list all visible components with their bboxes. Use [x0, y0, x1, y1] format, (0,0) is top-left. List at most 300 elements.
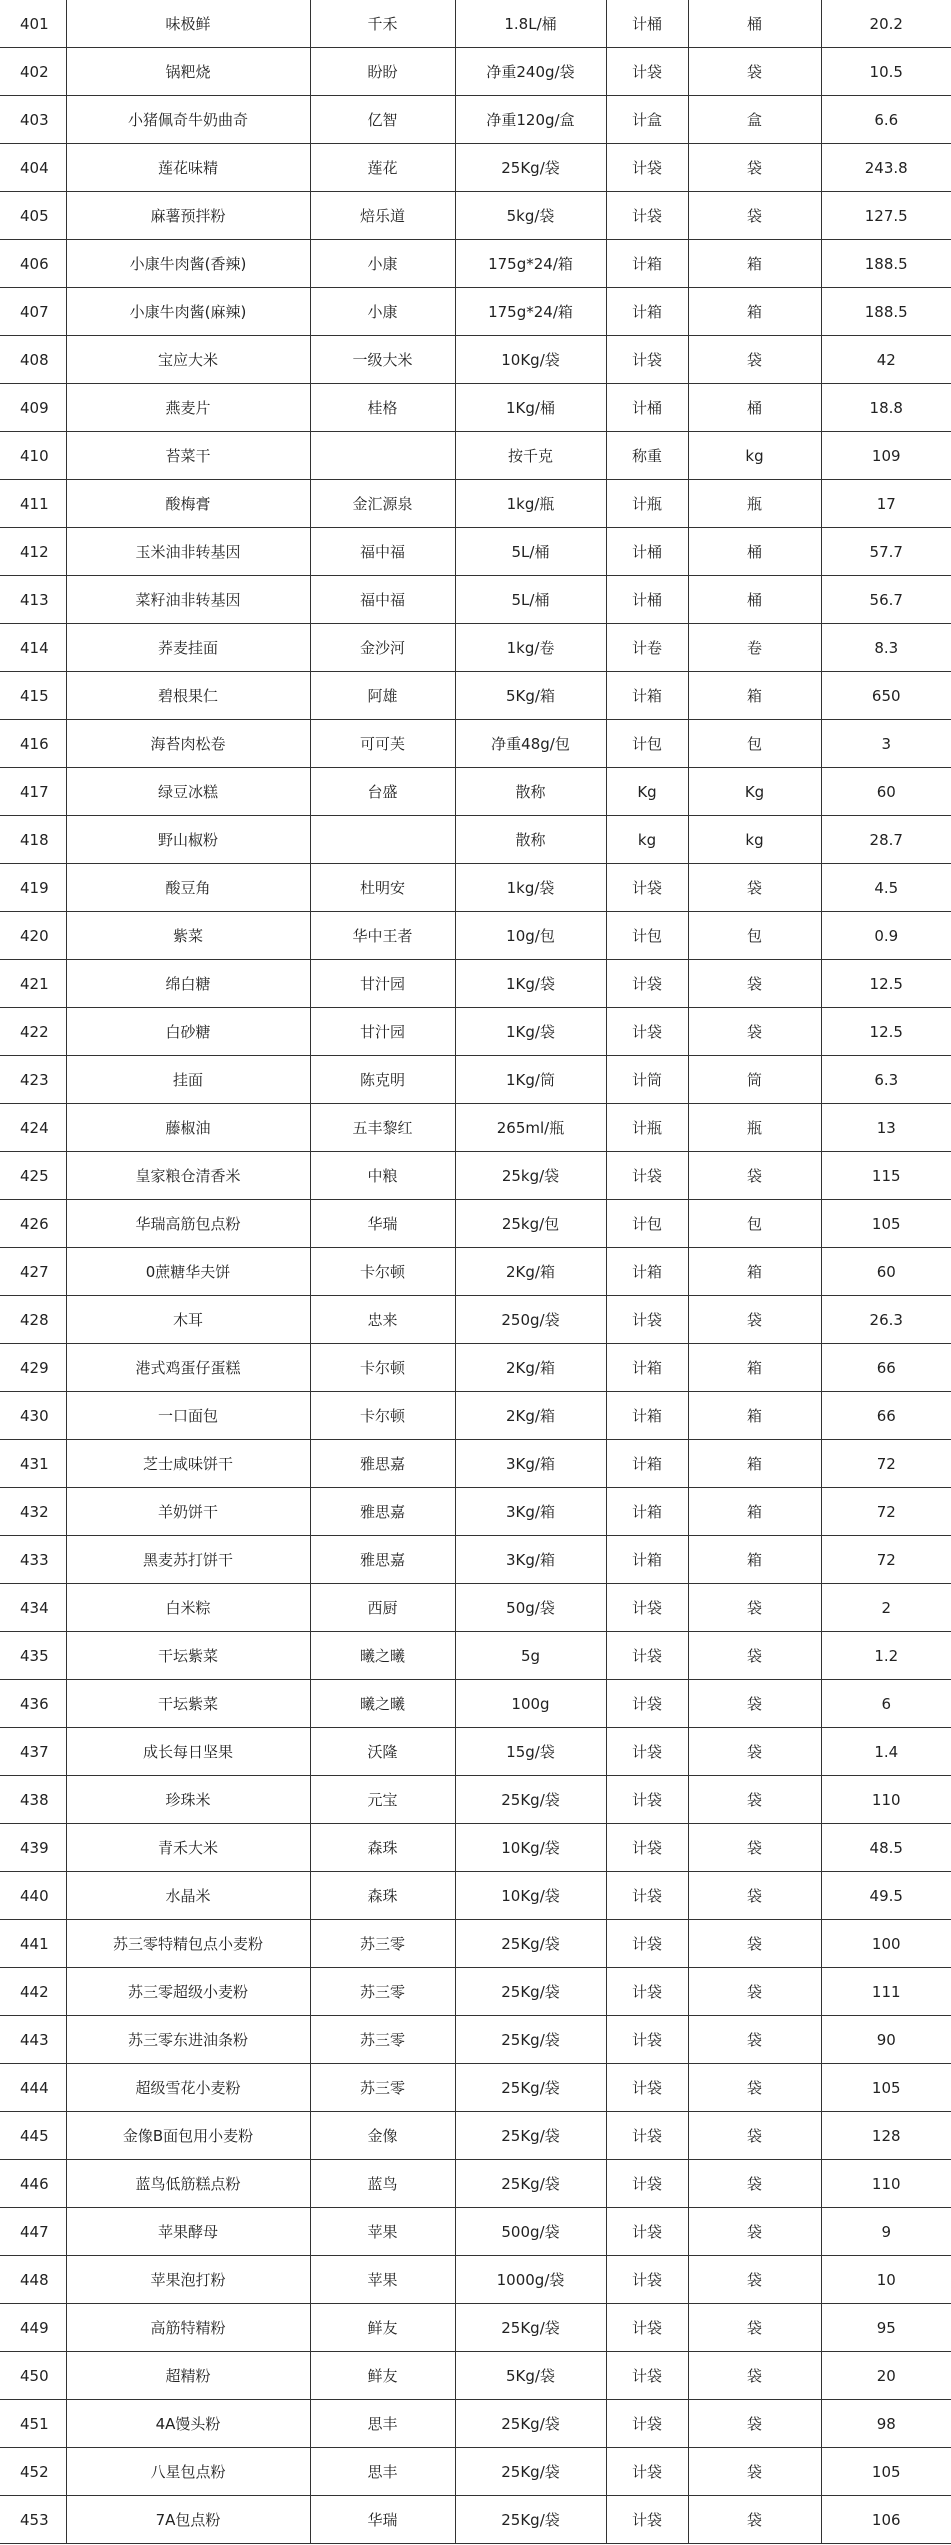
- unit-cell: 箱: [688, 1536, 821, 1584]
- unit-method-cell: 计筒: [606, 1056, 688, 1104]
- table-row: [0, 2304, 951, 2352]
- table-row: [0, 672, 951, 720]
- item-number-cell: 442: [0, 1968, 66, 2016]
- product-name-cell: 7A包点粉: [66, 2496, 310, 2544]
- item-number-cell: 405: [0, 192, 66, 240]
- table-row: [0, 1344, 951, 1392]
- unit-method-cell: 计袋: [606, 1824, 688, 1872]
- unit-method-cell: 计包: [606, 720, 688, 768]
- brand-cell: 盼盼: [310, 48, 455, 96]
- brand-cell: 福中福: [310, 576, 455, 624]
- price-cell: 20: [821, 2352, 951, 2400]
- unit-cell: kg: [688, 432, 821, 480]
- table-row: [0, 2400, 951, 2448]
- unit-method-cell: 计瓶: [606, 480, 688, 528]
- table-row: [0, 192, 951, 240]
- spec-cell: 5Kg/箱: [455, 672, 606, 720]
- table-row: [0, 48, 951, 96]
- unit-cell: 袋: [688, 1968, 821, 2016]
- unit-method-cell: 计袋: [606, 2016, 688, 2064]
- price-cell: 6.6: [821, 96, 951, 144]
- item-number-cell: 437: [0, 1728, 66, 1776]
- spec-cell: 25Kg/袋: [455, 2016, 606, 2064]
- table-row: [0, 2112, 951, 2160]
- item-number-cell: 423: [0, 1056, 66, 1104]
- brand-cell: 金汇源泉: [310, 480, 455, 528]
- item-number-cell: 421: [0, 960, 66, 1008]
- unit-method-cell: 计袋: [606, 48, 688, 96]
- unit-method-cell: 计箱: [606, 1536, 688, 1584]
- spec-cell: 1.8L/桶: [455, 0, 606, 48]
- price-cell: 72: [821, 1488, 951, 1536]
- table-row: [0, 96, 951, 144]
- price-cell: 20.2: [821, 0, 951, 48]
- price-cell: 243.8: [821, 144, 951, 192]
- unit-cell: 桶: [688, 384, 821, 432]
- unit-cell: Kg: [688, 768, 821, 816]
- unit-cell: 瓶: [688, 1104, 821, 1152]
- unit-method-cell: 计袋: [606, 192, 688, 240]
- item-number-cell: 438: [0, 1776, 66, 1824]
- item-number-cell: 408: [0, 336, 66, 384]
- product-name-cell: 芝士咸味饼干: [66, 1440, 310, 1488]
- price-cell: 111: [821, 1968, 951, 2016]
- table-row: [0, 2160, 951, 2208]
- item-number-cell: 432: [0, 1488, 66, 1536]
- unit-method-cell: 计袋: [606, 1152, 688, 1200]
- product-name-cell: 苹果泡打粉: [66, 2256, 310, 2304]
- table-row: [0, 144, 951, 192]
- unit-cell: 盒: [688, 96, 821, 144]
- brand-cell: 苏三零: [310, 1920, 455, 1968]
- unit-method-cell: 计袋: [606, 144, 688, 192]
- unit-method-cell: 计袋: [606, 1632, 688, 1680]
- unit-cell: 箱: [688, 1488, 821, 1536]
- unit-method-cell: 计箱: [606, 1392, 688, 1440]
- product-name-cell: 菜籽油非转基因: [66, 576, 310, 624]
- brand-cell: 雅思嘉: [310, 1488, 455, 1536]
- price-cell: 98: [821, 2400, 951, 2448]
- brand-cell: 雅思嘉: [310, 1536, 455, 1584]
- unit-method-cell: 计瓶: [606, 1104, 688, 1152]
- unit-method-cell: Kg: [606, 768, 688, 816]
- product-name-cell: 4A馒头粉: [66, 2400, 310, 2448]
- table-row: [0, 1104, 951, 1152]
- item-number-cell: 424: [0, 1104, 66, 1152]
- table-row: [0, 240, 951, 288]
- item-number-cell: 411: [0, 480, 66, 528]
- item-number-cell: 402: [0, 48, 66, 96]
- item-number-cell: 426: [0, 1200, 66, 1248]
- product-name-cell: 苏三零超级小麦粉: [66, 1968, 310, 2016]
- table-row: [0, 1200, 951, 1248]
- spec-cell: 按千克: [455, 432, 606, 480]
- product-name-cell: 蓝鸟低筋糕点粉: [66, 2160, 310, 2208]
- table-row: [0, 864, 951, 912]
- unit-cell: 箱: [688, 240, 821, 288]
- spec-cell: 5Kg/袋: [455, 2352, 606, 2400]
- spec-cell: 2Kg/箱: [455, 1392, 606, 1440]
- unit-cell: 箱: [688, 672, 821, 720]
- product-name-cell: 酸豆角: [66, 864, 310, 912]
- brand-cell: 桂格: [310, 384, 455, 432]
- price-cell: 13: [821, 1104, 951, 1152]
- table-row: [0, 336, 951, 384]
- item-number-cell: 451: [0, 2400, 66, 2448]
- spec-cell: 1Kg/桶: [455, 384, 606, 432]
- price-cell: 66: [821, 1392, 951, 1440]
- brand-cell: 雅思嘉: [310, 1440, 455, 1488]
- product-name-cell: 羊奶饼干: [66, 1488, 310, 1536]
- unit-method-cell: 计包: [606, 912, 688, 960]
- table-row: [0, 1968, 951, 2016]
- spec-cell: 25kg/包: [455, 1200, 606, 1248]
- product-name-cell: 苹果酵母: [66, 2208, 310, 2256]
- unit-cell: 箱: [688, 1344, 821, 1392]
- brand-cell: 小康: [310, 288, 455, 336]
- unit-method-cell: 计袋: [606, 2400, 688, 2448]
- table-row: [0, 0, 951, 48]
- table-row: [0, 576, 951, 624]
- table-row: [0, 720, 951, 768]
- product-name-cell: 藤椒油: [66, 1104, 310, 1152]
- product-name-cell: 黑麦苏打饼干: [66, 1536, 310, 1584]
- brand-cell: 千禾: [310, 0, 455, 48]
- brand-cell: 卡尔顿: [310, 1392, 455, 1440]
- product-name-cell: 玉米油非转基因: [66, 528, 310, 576]
- brand-cell: 福中福: [310, 528, 455, 576]
- price-cell: 105: [821, 2064, 951, 2112]
- spec-cell: 25Kg/袋: [455, 1776, 606, 1824]
- unit-cell: 袋: [688, 1920, 821, 1968]
- unit-cell: 袋: [688, 1824, 821, 1872]
- unit-method-cell: 计箱: [606, 1248, 688, 1296]
- item-number-cell: 404: [0, 144, 66, 192]
- item-number-cell: 422: [0, 1008, 66, 1056]
- table-row: [0, 1056, 951, 1104]
- unit-cell: 袋: [688, 48, 821, 96]
- item-number-cell: 418: [0, 816, 66, 864]
- item-number-cell: 446: [0, 2160, 66, 2208]
- unit-cell: 桶: [688, 576, 821, 624]
- spec-cell: 15g/袋: [455, 1728, 606, 1776]
- item-number-cell: 436: [0, 1680, 66, 1728]
- product-name-cell: 海苔肉松卷: [66, 720, 310, 768]
- price-cell: 10.5: [821, 48, 951, 96]
- unit-cell: 桶: [688, 528, 821, 576]
- brand-cell: 甘汁园: [310, 1008, 455, 1056]
- product-name-cell: 一口面包: [66, 1392, 310, 1440]
- price-cell: 0.9: [821, 912, 951, 960]
- unit-cell: 箱: [688, 1440, 821, 1488]
- price-cell: 95: [821, 2304, 951, 2352]
- price-cell: 28.7: [821, 816, 951, 864]
- unit-cell: 箱: [688, 288, 821, 336]
- item-number-cell: 415: [0, 672, 66, 720]
- spec-cell: 1Kg/袋: [455, 960, 606, 1008]
- price-cell: 18.8: [821, 384, 951, 432]
- price-cell: 110: [821, 2160, 951, 2208]
- brand-cell: 卡尔顿: [310, 1248, 455, 1296]
- unit-method-cell: 计袋: [606, 336, 688, 384]
- item-number-cell: 407: [0, 288, 66, 336]
- unit-cell: 袋: [688, 1584, 821, 1632]
- brand-cell: 金沙河: [310, 624, 455, 672]
- unit-method-cell: 计袋: [606, 960, 688, 1008]
- item-number-cell: 425: [0, 1152, 66, 1200]
- unit-method-cell: 计袋: [606, 2112, 688, 2160]
- unit-method-cell: 计袋: [606, 1584, 688, 1632]
- brand-cell: 卡尔顿: [310, 1344, 455, 1392]
- item-number-cell: 441: [0, 1920, 66, 1968]
- price-cell: 48.5: [821, 1824, 951, 1872]
- price-cell: 12.5: [821, 1008, 951, 1056]
- unit-method-cell: 计袋: [606, 1008, 688, 1056]
- table-row: [0, 288, 951, 336]
- product-name-cell: 港式鸡蛋仔蛋糕: [66, 1344, 310, 1392]
- spec-cell: 1kg/卷: [455, 624, 606, 672]
- spec-cell: 3Kg/箱: [455, 1488, 606, 1536]
- table-row: [0, 384, 951, 432]
- spec-cell: 25Kg/袋: [455, 1920, 606, 1968]
- spec-cell: 25Kg/袋: [455, 2160, 606, 2208]
- table-row: [0, 1008, 951, 1056]
- unit-cell: 袋: [688, 144, 821, 192]
- brand-cell: 台盛: [310, 768, 455, 816]
- price-cell: 17: [821, 480, 951, 528]
- unit-cell: 袋: [688, 1776, 821, 1824]
- unit-method-cell: 计袋: [606, 2496, 688, 2544]
- unit-cell: 袋: [688, 960, 821, 1008]
- item-number-cell: 419: [0, 864, 66, 912]
- product-name-cell: 华瑞高筋包点粉: [66, 1200, 310, 1248]
- table-row: [0, 2448, 951, 2496]
- price-cell: 109: [821, 432, 951, 480]
- price-cell: 57.7: [821, 528, 951, 576]
- product-name-cell: 珍珠米: [66, 1776, 310, 1824]
- item-number-cell: 430: [0, 1392, 66, 1440]
- unit-cell: kg: [688, 816, 821, 864]
- product-name-cell: 燕麦片: [66, 384, 310, 432]
- table-row: [0, 768, 951, 816]
- unit-cell: 袋: [688, 2208, 821, 2256]
- unit-method-cell: 称重: [606, 432, 688, 480]
- product-name-cell: 小康牛肉酱(香辣): [66, 240, 310, 288]
- spec-cell: 25Kg/袋: [455, 1968, 606, 2016]
- price-cell: 90: [821, 2016, 951, 2064]
- product-name-cell: 莲花味精: [66, 144, 310, 192]
- spec-cell: 25Kg/袋: [455, 2064, 606, 2112]
- brand-cell: 思丰: [310, 2448, 455, 2496]
- product-name-cell: 紫菜: [66, 912, 310, 960]
- item-number-cell: 410: [0, 432, 66, 480]
- spec-cell: 25Kg/袋: [455, 2112, 606, 2160]
- product-name-cell: 碧根果仁: [66, 672, 310, 720]
- unit-method-cell: 计袋: [606, 2160, 688, 2208]
- product-name-cell: 水晶米: [66, 1872, 310, 1920]
- item-number-cell: 452: [0, 2448, 66, 2496]
- spec-cell: 3Kg/箱: [455, 1536, 606, 1584]
- unit-method-cell: 计袋: [606, 2448, 688, 2496]
- brand-cell: 曦之曦: [310, 1680, 455, 1728]
- item-number-cell: 439: [0, 1824, 66, 1872]
- unit-method-cell: kg: [606, 816, 688, 864]
- item-number-cell: 431: [0, 1440, 66, 1488]
- unit-method-cell: 计袋: [606, 2208, 688, 2256]
- product-name-cell: 高筋特精粉: [66, 2304, 310, 2352]
- product-name-cell: 木耳: [66, 1296, 310, 1344]
- brand-cell: 沃隆: [310, 1728, 455, 1776]
- price-cell: 3: [821, 720, 951, 768]
- unit-cell: 袋: [688, 2496, 821, 2544]
- table-row: [0, 1392, 951, 1440]
- brand-cell: 阿雄: [310, 672, 455, 720]
- spec-cell: 175g*24/箱: [455, 240, 606, 288]
- unit-method-cell: 计桶: [606, 528, 688, 576]
- price-cell: 650: [821, 672, 951, 720]
- product-name-cell: 挂面: [66, 1056, 310, 1104]
- spec-cell: 10g/包: [455, 912, 606, 960]
- unit-method-cell: 计袋: [606, 1728, 688, 1776]
- brand-cell: 苹果: [310, 2208, 455, 2256]
- price-cell: 4.5: [821, 864, 951, 912]
- table-row: [0, 432, 951, 480]
- product-name-cell: 超级雪花小麦粉: [66, 2064, 310, 2112]
- price-cell: 105: [821, 1200, 951, 1248]
- spec-cell: 25Kg/袋: [455, 2304, 606, 2352]
- spec-cell: 25Kg/袋: [455, 2448, 606, 2496]
- spec-cell: 100g: [455, 1680, 606, 1728]
- product-name-cell: 绵白糖: [66, 960, 310, 1008]
- product-name-cell: 荞麦挂面: [66, 624, 310, 672]
- product-name-cell: 青禾大米: [66, 1824, 310, 1872]
- product-name-cell: 锅粑烧: [66, 48, 310, 96]
- unit-method-cell: 计袋: [606, 1968, 688, 2016]
- price-cell: 8.3: [821, 624, 951, 672]
- spec-cell: 50g/袋: [455, 1584, 606, 1632]
- unit-method-cell: 计卷: [606, 624, 688, 672]
- price-cell: 72: [821, 1536, 951, 1584]
- unit-method-cell: 计桶: [606, 0, 688, 48]
- unit-method-cell: 计箱: [606, 1344, 688, 1392]
- spec-cell: 散称: [455, 768, 606, 816]
- brand-cell: [310, 816, 455, 864]
- unit-method-cell: 计袋: [606, 1920, 688, 1968]
- brand-cell: 思丰: [310, 2400, 455, 2448]
- unit-cell: 袋: [688, 336, 821, 384]
- spec-cell: 10Kg/袋: [455, 336, 606, 384]
- price-cell: 60: [821, 768, 951, 816]
- unit-cell: 袋: [688, 1296, 821, 1344]
- table-row: [0, 2016, 951, 2064]
- brand-cell: 金像: [310, 2112, 455, 2160]
- product-name-cell: 小猪佩奇牛奶曲奇: [66, 96, 310, 144]
- unit-cell: 包: [688, 1200, 821, 1248]
- table-row: [0, 1536, 951, 1584]
- spec-cell: 175g*24/箱: [455, 288, 606, 336]
- item-number-cell: 444: [0, 2064, 66, 2112]
- price-cell: 115: [821, 1152, 951, 1200]
- item-number-cell: 447: [0, 2208, 66, 2256]
- product-name-cell: 八星包点粉: [66, 2448, 310, 2496]
- unit-cell: 袋: [688, 1632, 821, 1680]
- price-cell: 12.5: [821, 960, 951, 1008]
- table-row: [0, 1920, 951, 1968]
- product-name-cell: 白砂糖: [66, 1008, 310, 1056]
- table-row: [0, 2256, 951, 2304]
- product-name-cell: 成长每日坚果: [66, 1728, 310, 1776]
- spec-cell: 5L/桶: [455, 576, 606, 624]
- item-number-cell: 434: [0, 1584, 66, 1632]
- unit-method-cell: 计包: [606, 1200, 688, 1248]
- unit-cell: 袋: [688, 2400, 821, 2448]
- price-cell: 2: [821, 1584, 951, 1632]
- item-number-cell: 433: [0, 1536, 66, 1584]
- brand-cell: 亿智: [310, 96, 455, 144]
- unit-cell: 袋: [688, 192, 821, 240]
- price-cell: 9: [821, 2208, 951, 2256]
- spec-cell: 25Kg/袋: [455, 2496, 606, 2544]
- unit-cell: 袋: [688, 864, 821, 912]
- product-name-cell: 超精粉: [66, 2352, 310, 2400]
- price-cell: 188.5: [821, 288, 951, 336]
- product-name-cell: 苏三零东进油条粉: [66, 2016, 310, 2064]
- spec-cell: 5L/桶: [455, 528, 606, 576]
- unit-cell: 袋: [688, 2112, 821, 2160]
- price-cell: 188.5: [821, 240, 951, 288]
- price-cell: 10: [821, 2256, 951, 2304]
- brand-cell: 华中王者: [310, 912, 455, 960]
- unit-cell: 桶: [688, 0, 821, 48]
- product-name-cell: 0蔗糖华夫饼: [66, 1248, 310, 1296]
- brand-cell: 鲜友: [310, 2304, 455, 2352]
- item-number-cell: 409: [0, 384, 66, 432]
- unit-method-cell: 计袋: [606, 1872, 688, 1920]
- brand-cell: 苏三零: [310, 2064, 455, 2112]
- spec-cell: 250g/袋: [455, 1296, 606, 1344]
- spec-cell: 25Kg/袋: [455, 144, 606, 192]
- spec-cell: 10Kg/袋: [455, 1872, 606, 1920]
- spec-cell: 1Kg/筒: [455, 1056, 606, 1104]
- table-row: [0, 528, 951, 576]
- item-number-cell: 412: [0, 528, 66, 576]
- product-name-cell: 野山椒粉: [66, 816, 310, 864]
- brand-cell: 一级大米: [310, 336, 455, 384]
- unit-method-cell: 计袋: [606, 2352, 688, 2400]
- brand-cell: 森珠: [310, 1872, 455, 1920]
- brand-cell: 中粮: [310, 1152, 455, 1200]
- unit-cell: 袋: [688, 1008, 821, 1056]
- price-cell: 105: [821, 2448, 951, 2496]
- spec-cell: 5kg/袋: [455, 192, 606, 240]
- product-name-cell: 皇家粮仓清香米: [66, 1152, 310, 1200]
- brand-cell: 甘汁园: [310, 960, 455, 1008]
- brand-cell: 苏三零: [310, 2016, 455, 2064]
- unit-method-cell: 计袋: [606, 2304, 688, 2352]
- brand-cell: 鲜友: [310, 2352, 455, 2400]
- product-name-cell: 苏三零特精包点小麦粉: [66, 1920, 310, 1968]
- unit-cell: 袋: [688, 2448, 821, 2496]
- item-number-cell: 403: [0, 96, 66, 144]
- unit-method-cell: 计桶: [606, 576, 688, 624]
- product-name-cell: 白米粽: [66, 1584, 310, 1632]
- unit-cell: 袋: [688, 1872, 821, 1920]
- unit-cell: 袋: [688, 1680, 821, 1728]
- item-number-cell: 448: [0, 2256, 66, 2304]
- brand-cell: 华瑞: [310, 1200, 455, 1248]
- price-cell: 60: [821, 1248, 951, 1296]
- spec-cell: 2Kg/箱: [455, 1248, 606, 1296]
